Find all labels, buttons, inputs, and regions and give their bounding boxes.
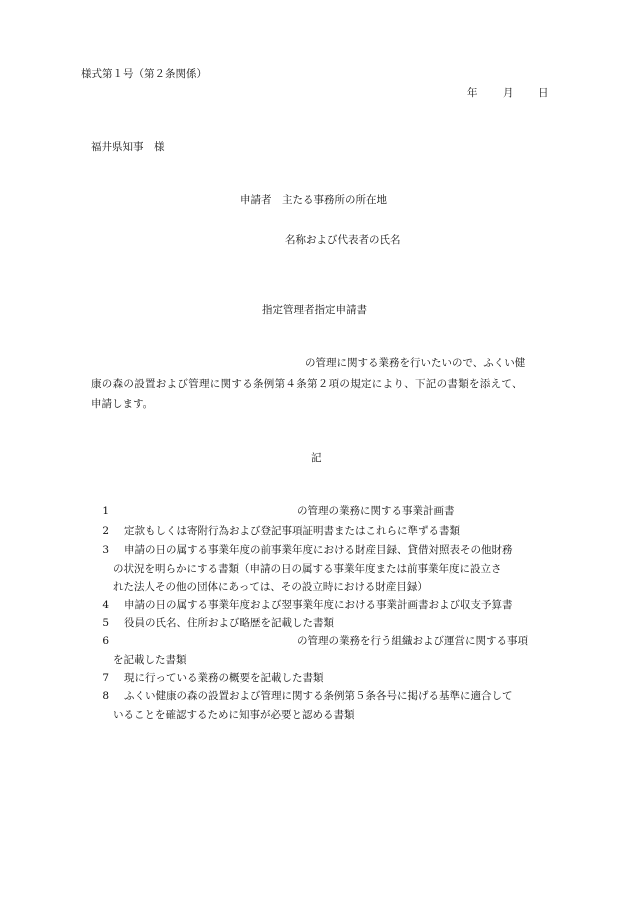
list-item-text: の管理の業務を行う組織および運営に関する事項: [297, 635, 528, 647]
date-year: 年: [467, 87, 478, 99]
applicant-location-label: 申請者 主たる事務所の所在地: [240, 194, 387, 206]
list-item-number: 1: [102, 505, 109, 517]
date-month: 月: [503, 87, 514, 99]
list-item-text: 役員の氏名、住所および略歴を記載した書類: [124, 617, 334, 629]
list-item-text: いることを確認するために知事が必要と認める書類: [113, 709, 355, 721]
body-line-3: 申請します。: [91, 398, 154, 410]
list-item-text: の管理の業務に関する事業計画書: [297, 505, 455, 517]
body-line-2: 康の森の設置および管理に関する条例第４条第２項の規定により、下記の書類を添えて、: [91, 378, 523, 390]
ki-heading: 記: [311, 452, 322, 464]
list-item-text: ふくい健康の森の設置および管理に関する条例第５条各号に掲げる基準に適合して: [124, 690, 513, 702]
list-item-number: 7: [102, 672, 109, 684]
list-item-number: 3: [102, 544, 109, 556]
list-item-number: 6: [102, 635, 109, 647]
list-item-text: を記載した書類: [113, 654, 187, 666]
list-item-number: 2: [102, 525, 109, 537]
addressee: 福井県知事 様: [91, 141, 165, 153]
list-item-text: の状況を明らかにする書類（申請の日の属する事業年度または前事業年度に設立さ: [113, 563, 502, 575]
form-number: 様式第１号（第２条関係）: [81, 68, 207, 80]
list-item-number: 5: [102, 617, 109, 629]
list-item-text: 申請の日の属する事業年度の前事業年度における財産目録、貸借対照表その他財務: [124, 544, 513, 556]
applicant-name-label: 名称および代表者の氏名: [285, 234, 401, 246]
list-item-text: 定款もしくは寄附行為および登記事項証明書またはこれらに準ずる書類: [124, 525, 460, 537]
list-item-number: 4: [102, 599, 109, 611]
list-item-number: 8: [102, 690, 109, 702]
date-day: 日: [538, 87, 549, 99]
list-item-text: れた法人その他の団体にあっては、その設立時における財産目録）: [113, 581, 428, 593]
body-line-1: の管理に関する業務を行いたいので、ふくい健: [305, 357, 526, 369]
document-title: 指定管理者指定申請書: [262, 304, 367, 316]
list-item-text: 申請の日の属する事業年度および翌事業年度における事業計画書および収支予算書: [124, 599, 513, 611]
list-item-text: 現に行っている業務の概要を記載した書類: [124, 672, 324, 684]
